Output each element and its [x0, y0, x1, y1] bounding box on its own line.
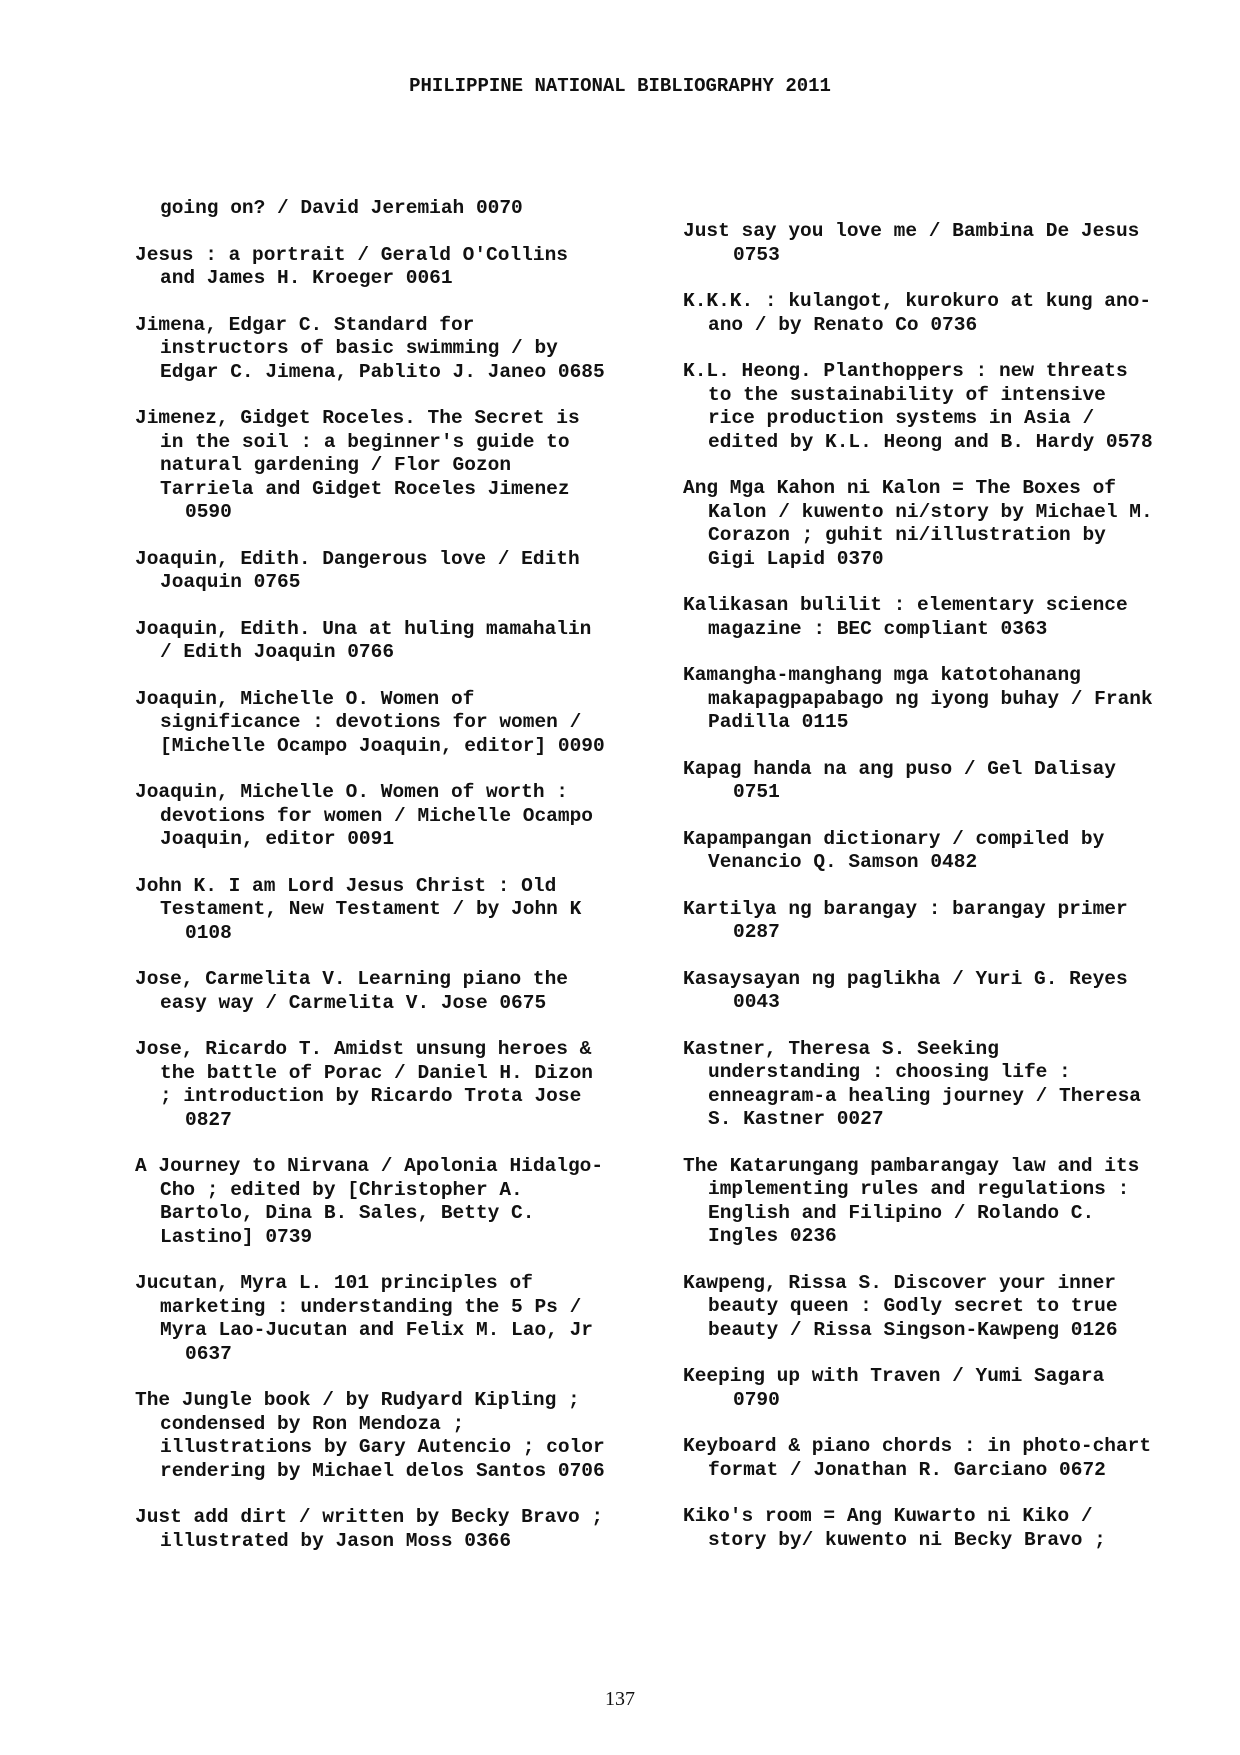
- entry-line: Joaquin, Edith. Dangerous love / Edith: [135, 547, 580, 570]
- entry-line: Ingles 0236: [708, 1225, 837, 1247]
- entry-line: illustrations by Gary Autencio ; color: [160, 1436, 605, 1458]
- entry-line: instructors of basic swimming / by: [160, 337, 558, 359]
- entry-line: Jose, Carmelita V. Learning piano the: [135, 968, 568, 990]
- bibliography-entry: [683, 968, 1213, 1015]
- entry-line: Kastner, Theresa S. Seeking: [683, 1037, 999, 1060]
- bibliography-entry: [135, 875, 665, 946]
- entry-line: Bartolo, Dina B. Sales, Betty C.: [160, 1202, 535, 1224]
- entry-line: Kapampangan dictionary / compiled by: [683, 827, 1105, 850]
- entry-line: makapagpapabago ng iyong buhay / Frank: [708, 687, 1153, 710]
- entry-line: Joaquin, Michelle O. Women of: [135, 687, 475, 710]
- entry-line: story by/ kuwento ni Becky Bravo ;: [708, 1528, 1106, 1551]
- entry-line: Joaquin, Michelle O. Women of worth :: [135, 781, 568, 803]
- entry-line: Lastino] 0739: [160, 1225, 313, 1248]
- entry-line: format / Jonathan R. Garciano 0672: [708, 1458, 1106, 1481]
- entry-line: Venancio Q. Samson 0482: [708, 851, 978, 873]
- entry-line: Kartilya ng barangay : barangay primer: [683, 897, 1128, 920]
- bibliography-entry: [135, 781, 665, 852]
- entry-line: Ang Mga Kahon ni Kalon = The Boxes of: [683, 477, 1116, 499]
- entry-line: 0637: [185, 1342, 232, 1365]
- bibliography-entry: [683, 1365, 1213, 1412]
- entry-line: Kamangha-manghang mga katotohanang: [683, 664, 1081, 686]
- bibliography-entry: [135, 688, 665, 759]
- entry-line: Just say you love me / Bambina De Jesus: [683, 220, 1140, 242]
- entry-line: Keeping up with Traven / Yumi Sagara: [683, 1365, 1105, 1387]
- bibliography-entry: [683, 477, 1213, 571]
- entry-line: going on? / David Jeremiah 0070: [160, 197, 523, 219]
- entry-line: in the soil : a beginner's guide to: [160, 430, 570, 453]
- entry-line: Kalon / kuwento ni/story by Michael M.: [708, 500, 1153, 523]
- bibliography-entry: [135, 618, 665, 665]
- entry-line: Testament, New Testament / by John K: [160, 898, 582, 920]
- bibliography-entry: [135, 1155, 665, 1249]
- entry-line: S. Kastner 0027: [708, 1108, 884, 1130]
- bibliography-entry: [683, 758, 1213, 805]
- entry-line: significance : devotions for women /: [160, 711, 582, 733]
- entry-line: Jesus : a portrait / Gerald O'Collins: [135, 243, 568, 266]
- entry-line: 0043: [733, 991, 780, 1013]
- bibliography-entry: [135, 314, 665, 385]
- entry-line: Kiko's room = Ang Kuwarto ni Kiko /: [683, 1505, 1093, 1527]
- bibliography-entry: [135, 407, 665, 525]
- entry-line: John K. I am Lord Jesus Christ : Old: [135, 874, 557, 897]
- entry-line: Jimenez, Gidget Roceles. The Secret is: [135, 407, 580, 429]
- entry-line: Padilla 0115: [708, 711, 849, 733]
- entry-line: ; introduction by Ricardo Trota Jose: [160, 1085, 582, 1107]
- entry-line: devotions for women / Michelle Ocampo: [160, 804, 593, 827]
- entry-line: to the sustainability of intensive: [708, 383, 1106, 406]
- entry-line: Kawpeng, Rissa S. Discover your inner: [683, 1271, 1116, 1294]
- bibliography-entry: [683, 1155, 1213, 1249]
- entry-line: edited by K.L. Heong and B. Hardy 0578: [708, 430, 1153, 453]
- entry-line: Joaquin, editor 0091: [160, 828, 395, 850]
- entry-line: Kapag handa na ang puso / Gel Dalisay: [683, 757, 1116, 780]
- bibliography-entry: [135, 244, 665, 291]
- entry-line: illustrated by Jason Moss 0366: [160, 1529, 512, 1552]
- entry-line: K.K.K. : kulangot, kurokuro at kung ano-: [683, 290, 1152, 312]
- entry-line: Kalikasan bulilit : elementary science: [683, 594, 1128, 616]
- entry-line: beauty / Rissa Singson-Kawpeng 0126: [708, 1318, 1118, 1341]
- entry-line: 0790: [733, 1388, 780, 1411]
- bibliography-entry: [135, 1506, 665, 1553]
- entry-line: Gigi Lapid 0370: [708, 547, 884, 570]
- entry-line: Cho ; edited by [Christopher A.: [160, 1178, 523, 1201]
- entry-line: 0108: [185, 921, 232, 944]
- entry-line: beauty queen : Godly secret to true: [708, 1295, 1118, 1317]
- bibliography-entry: [683, 1272, 1213, 1343]
- entry-line: understanding : choosing life :: [708, 1061, 1071, 1083]
- bibliography-entry: [683, 220, 1213, 267]
- bibliography-entry: [135, 1272, 665, 1366]
- entry-line: Kasaysayan ng paglikha / Yuri G. Reyes: [683, 967, 1128, 990]
- bibliography-entry: [135, 968, 665, 1015]
- entry-line: Edgar C. Jimena, Pablito J. Janeo 0685: [160, 360, 605, 383]
- entry-line: Myra Lao-Jucutan and Felix M. Lao, Jr: [160, 1319, 593, 1341]
- entry-line: and James H. Kroeger 0061: [160, 267, 453, 289]
- entry-line: 0827: [185, 1108, 232, 1131]
- bibliography-entry: [683, 828, 1213, 875]
- entry-line: Tarriela and Gidget Roceles Jimenez: [160, 477, 570, 500]
- bibliography-entry: [683, 898, 1213, 945]
- entry-line: rendering by Michael delos Santos 0706: [160, 1459, 605, 1482]
- entry-line: enneagram-a healing journey / Theresa: [708, 1084, 1141, 1107]
- entry-line: The Jungle book / by Rudyard Kipling ;: [135, 1389, 580, 1411]
- entry-line: marketing : understanding the 5 Ps /: [160, 1295, 582, 1318]
- entry-line: Jimena, Edgar C. Standard for: [135, 313, 475, 336]
- entry-line: 0590: [185, 501, 232, 523]
- left-column: [135, 197, 665, 1576]
- entry-line: implementing rules and regulations :: [708, 1178, 1130, 1200]
- entry-line: condensed by Ron Mendoza ;: [160, 1412, 465, 1435]
- bibliography-entry: [135, 1038, 665, 1132]
- entry-line: natural gardening / Flor Gozon: [160, 454, 512, 476]
- entry-line: ano / by Renato Co 0736: [708, 313, 978, 336]
- entry-line: 0751: [733, 781, 780, 803]
- right-column: [683, 197, 1213, 1575]
- entry-line: K.L. Heong. Planthoppers : new threats: [683, 360, 1128, 382]
- bibliography-entry: [683, 1435, 1213, 1482]
- entry-line: English and Filipino / Rolando C.: [708, 1201, 1095, 1224]
- page-header-title: PHILIPPINE NATIONAL BIBLIOGRAPHY 2011: [409, 75, 831, 97]
- entry-line: rice production systems in Asia /: [708, 407, 1095, 429]
- entry-line: 0753: [733, 243, 780, 266]
- entry-line: Joaquin 0765: [160, 571, 301, 593]
- page-number: 137: [605, 1688, 635, 1710]
- entry-line: Jose, Ricardo T. Amidst unsung heroes &: [135, 1038, 592, 1060]
- bibliography-entry: [683, 664, 1213, 735]
- entry-line: 0287: [733, 921, 780, 943]
- bibliography-entry: [683, 1505, 1213, 1552]
- entry-line: easy way / Carmelita V. Jose 0675: [160, 991, 547, 1014]
- bibliography-entry: [683, 290, 1213, 337]
- entry-line: / Edith Joaquin 0766: [160, 641, 395, 663]
- entry-line: [Michelle Ocampo Joaquin, editor] 0090: [160, 734, 605, 757]
- entry-line: Keyboard & piano chords : in photo-chart: [683, 1435, 1152, 1457]
- entry-line: A Journey to Nirvana / Apolonia Hidalgo-: [135, 1155, 604, 1177]
- entry-line: Joaquin, Edith. Una at huling mamahalin: [135, 617, 592, 640]
- entry-line: magazine : BEC compliant 0363: [708, 617, 1048, 640]
- bibliography-entry: [135, 548, 665, 595]
- bibliography-entry: [683, 1038, 1213, 1132]
- bibliography-entry: [135, 1389, 665, 1483]
- entry-line: Just add dirt / written by Becky Bravo ;: [135, 1506, 604, 1528]
- bibliography-entry: [135, 197, 665, 221]
- entry-line: Jucutan, Myra L. 101 principles of: [135, 1272, 533, 1294]
- bibliography-entry: [683, 360, 1213, 454]
- bibliography-entry: [683, 594, 1213, 641]
- entry-line: The Katarungang pambarangay law and its: [683, 1154, 1140, 1177]
- entry-line: the battle of Porac / Daniel H. Dizon: [160, 1061, 593, 1084]
- entry-line: Corazon ; guhit ni/illustration by: [708, 524, 1106, 546]
